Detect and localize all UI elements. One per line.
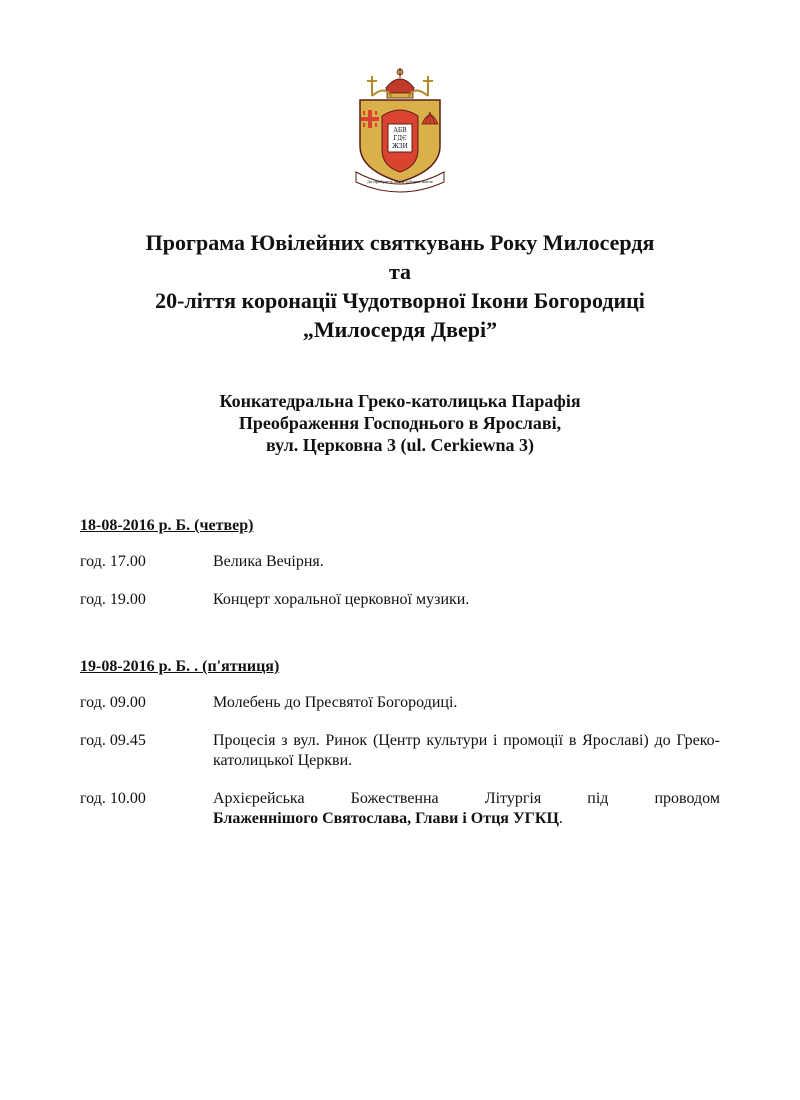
event-text-end: . bbox=[558, 810, 563, 827]
jerusalem-cross-icon bbox=[361, 110, 379, 128]
title-line-2: та bbox=[388, 259, 412, 284]
event-officiant: Блаженнішого Святослава, Глави і Отця УГКЦ bbox=[213, 810, 559, 827]
event-description: Молебень до Пресвятої Богородиці. bbox=[213, 694, 458, 711]
event-time: год. 09.00 bbox=[80, 694, 146, 711]
venue-block bbox=[40, 390, 760, 456]
day-section bbox=[80, 516, 720, 628]
schedule-row bbox=[80, 789, 720, 829]
event-time: год. 19.00 bbox=[80, 591, 146, 608]
venue-line-2: Преображення Господнього в Ярославі, bbox=[238, 413, 562, 433]
book-line-2: ГДЄ bbox=[393, 135, 407, 142]
book-line-1: АБВ bbox=[393, 127, 407, 134]
schedule-row bbox=[80, 731, 720, 771]
event-time: год. 09.45 bbox=[80, 732, 146, 749]
title-line-4: „Милосердя Двері” bbox=[302, 317, 498, 342]
document-title bbox=[40, 228, 760, 344]
venue-line-1: Конкатедральна Греко-католицька Парафія bbox=[219, 391, 581, 411]
day-heading: 19-08-2016 р. Б. . (п'ятниця) bbox=[80, 658, 280, 675]
schedule-row bbox=[80, 590, 720, 610]
event-text-line: Архієрейська Божественна Літургія під проводом bbox=[213, 790, 720, 807]
event-description: Концерт хоральної церковної музики. bbox=[213, 591, 470, 608]
book-line-3: ЖЗИ bbox=[392, 143, 408, 150]
title-line-1: Програма Ювілейних святкувань Року Милосердя bbox=[145, 230, 655, 255]
event-description: Велика Вечірня. bbox=[213, 553, 324, 570]
schedule-row bbox=[80, 693, 720, 713]
event-description bbox=[213, 789, 720, 829]
day-section bbox=[80, 657, 720, 847]
crest-motto: Да прибудеть око и соборне вопле bbox=[367, 180, 433, 184]
event-time: год. 10.00 bbox=[80, 790, 146, 807]
schedule-row bbox=[80, 552, 720, 572]
book-icon bbox=[388, 124, 412, 152]
coat-of-arms-icon bbox=[352, 66, 448, 194]
venue-line-3: вул. Церковна 3 (ul. Cerkiewna 3) bbox=[265, 435, 535, 455]
event-time: год. 17.00 bbox=[80, 553, 146, 570]
event-description: Процесія з вул. Ринок (Центр культури і промоції в Ярославі) до Греко-католицької Церкви. bbox=[213, 732, 720, 769]
title-line-3: 20-ліття коронації Чудотворної Ікони Богородиці bbox=[155, 288, 645, 313]
day-heading: 18-08-2016 р. Б. (четвер) bbox=[80, 517, 254, 534]
